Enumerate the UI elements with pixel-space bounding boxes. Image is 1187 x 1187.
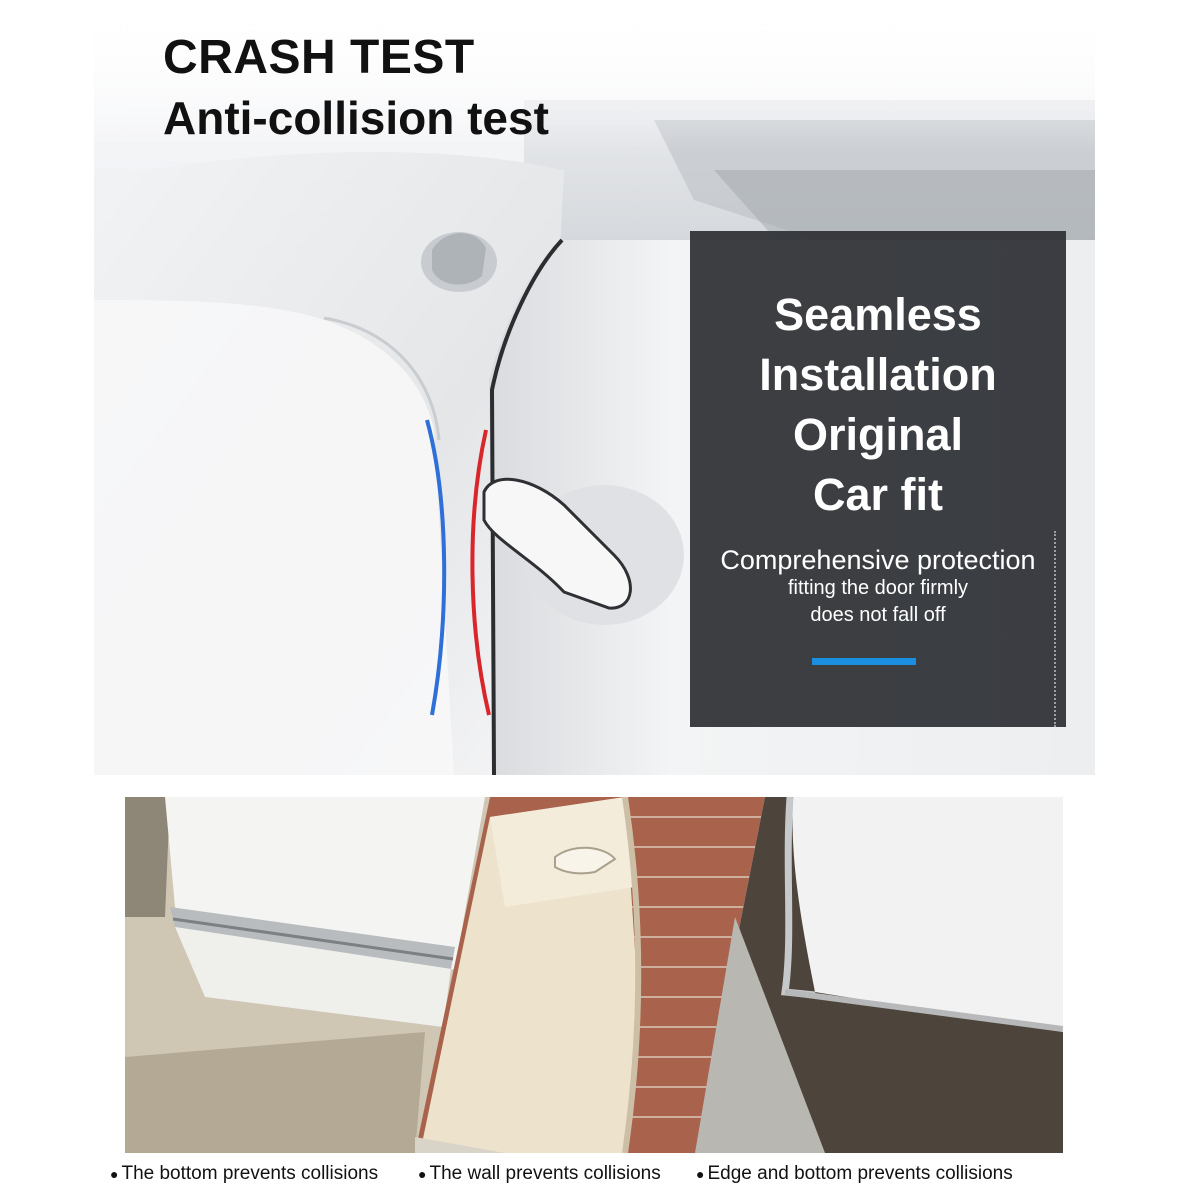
accent-bar (812, 658, 916, 665)
dotted-divider (1054, 531, 1056, 727)
bullet-icon: ● (696, 1166, 705, 1182)
usage-photos (125, 797, 1063, 1153)
caption-text: Edge and bottom prevents collisions (707, 1163, 1013, 1184)
panel-detail-line: fitting the door firmly (787, 577, 969, 599)
panel-heading-line: Car fit (812, 469, 943, 520)
photo-caption (110, 1163, 378, 1185)
panel-heading-line: Installation (759, 349, 997, 400)
panel-lead-text: Comprehensive protection (720, 545, 1036, 575)
caption-text: The bottom prevents collisions (121, 1163, 379, 1184)
photo-caption (418, 1163, 661, 1185)
photo-caption (696, 1163, 1013, 1185)
panel-heading (690, 285, 1066, 525)
caption-text: The wall prevents collisions (429, 1163, 661, 1184)
panel-heading-line: Seamless (774, 289, 982, 340)
feature-panel (690, 231, 1066, 727)
bullet-icon: ● (418, 1166, 427, 1182)
panel-detail-line: does not fall off (810, 604, 946, 626)
bullet-icon: ● (110, 1166, 119, 1182)
crash-test-hero-image (94, 0, 1095, 775)
panel-heading-line: Original (792, 409, 964, 460)
page-title: CRASH TEST (163, 31, 475, 84)
page-subtitle: Anti-collision test (163, 92, 549, 144)
